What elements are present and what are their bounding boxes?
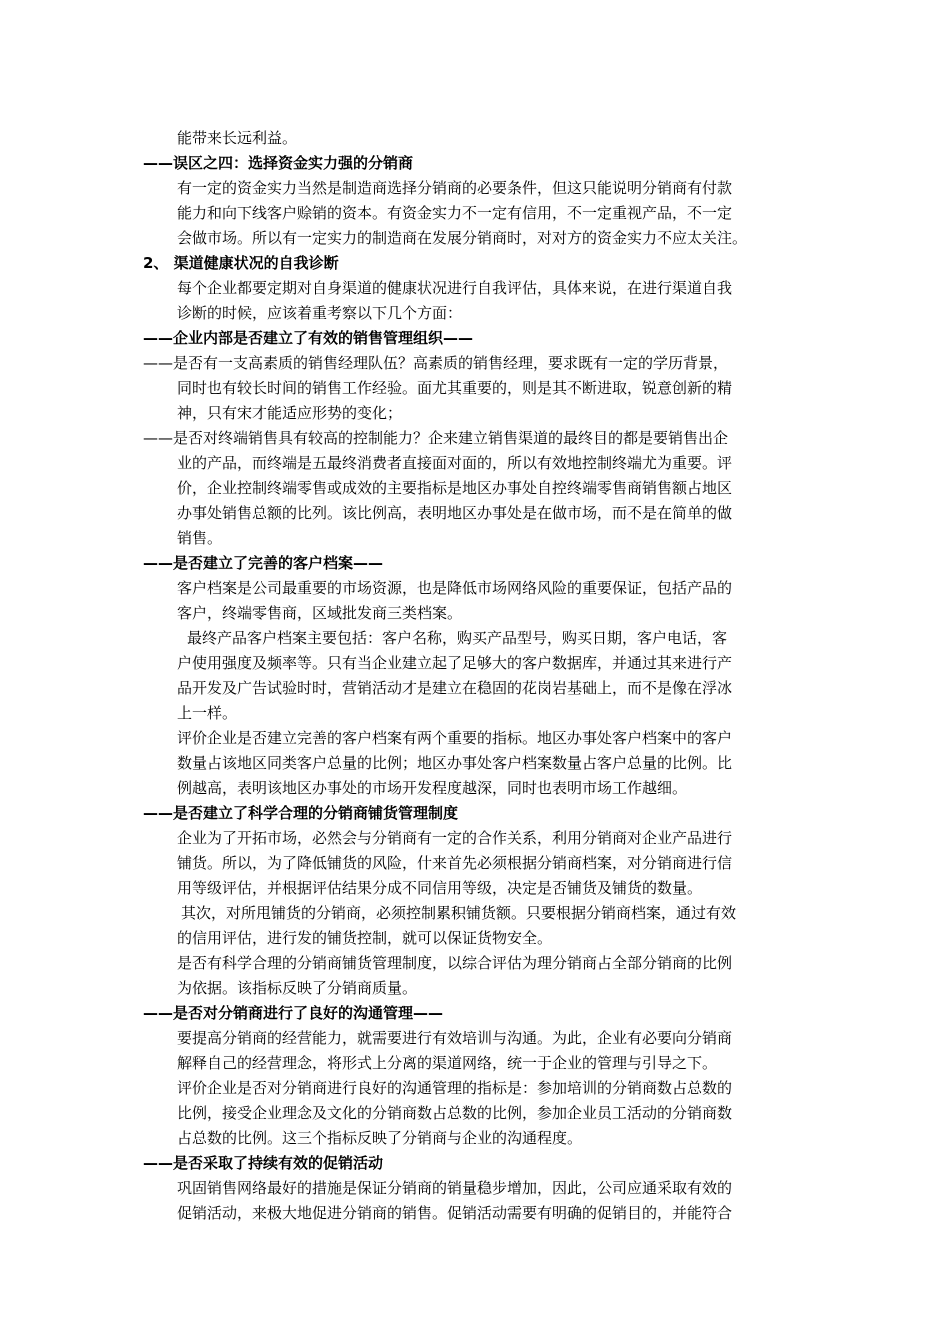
- section-heading: ——是否对分销商进行了良好的沟通管理——: [143, 1004, 444, 1022]
- section-heading: ——是否采取了持续有效的促销活动: [143, 1154, 384, 1172]
- body-text: 其次，对所甩铺货的分销商，必须控制累积铺货额。只要根据分销商档案，通过有效: [181, 904, 737, 922]
- body-text: 评价企业是否建立完善的客户档案有两个重要的指标。地区办事处客户档案中的客户: [177, 729, 733, 747]
- body-text: 数量占该地区同类客户总量的比例；地区办事处客户档案数量占客户总量的比例。比: [177, 754, 733, 772]
- body-text: 价，企业控制终端零售或成效的主要指标是地区办事处自控终端零售商销售额占地区: [177, 479, 733, 497]
- body-text: 最终产品客户档案主要包括：客户名称，购买产品型号，购买日期，客户电话，客: [187, 629, 728, 647]
- body-text: 是否有科学合理的分销商铺货管理制度，以综合评估为理分销商占全部分销商的比例: [177, 954, 733, 972]
- body-text: 比例，接受企业理念及文化的分销商数占总数的比例，参加企业员工活动的分销商数: [177, 1104, 733, 1122]
- body-text: 会做市场。所以有一定实力的制造商在发展分销商时，对对方的资金实力不应太关注。: [177, 229, 748, 247]
- body-text: 用等级评估，并根据评估结果分成不同信用等级，决定是否铺货及铺货的数量。: [177, 879, 703, 897]
- body-text: 神，只有宋才能适应形势的变化；: [177, 404, 403, 422]
- body-text: 诊断的时候，应该着重考察以下几个方面：: [177, 304, 463, 322]
- body-text: 巩固销售网络最好的措施是保证分销商的销量稳步增加，因此，公司应通采取有效的: [177, 1179, 733, 1197]
- body-text: 企业为了开拓市场，必然会与分销商有一定的合作关系，利用分销商对企业产品进行: [177, 829, 733, 847]
- body-text: 促销活动，来极大地促进分销商的销售。促销活动需要有明确的促销目的，并能符合: [177, 1204, 733, 1222]
- body-text: 办事处销售总额的比列。该比例高，表明地区办事处是在做市场，而不是在简单的做: [177, 504, 733, 522]
- body-text: 为依据。该指标反映了分销商质量。: [177, 979, 418, 997]
- body-text: 上一样。: [177, 704, 238, 722]
- body-text: ——是否对终端销售具有较高的控制能力？企来建立销售渠道的最终目的都是要销售出企: [143, 429, 729, 447]
- body-text: 每个企业都要定期对自身渠道的健康状况进行自我评估，具体来说，在进行渠道自我: [177, 279, 733, 297]
- body-text: 销售。: [177, 529, 223, 547]
- body-text: 评价企业是否对分销商进行良好的沟通管理的指标是：参加培训的分销商数占总数的: [177, 1079, 733, 1097]
- body-text: 客户，终端零售商，区域批发商三类档案。: [177, 604, 463, 622]
- body-text: 同时也有较长时间的销售工作经验。面尤其重要的，则是其不断进取，锐意创新的精: [177, 379, 733, 397]
- section-heading: ——企业内部是否建立了有效的销售管理组织——: [143, 329, 474, 347]
- body-text: 要提高分销商的经营能力，就需要进行有效培训与沟通。为此，企业有必要向分销商: [177, 1029, 733, 1047]
- body-text: 能带来长远利益。: [177, 129, 298, 147]
- body-text: 户使用强度及频率等。只有当企业建立起了足够大的客户数据库，并通过其来进行产: [177, 654, 733, 672]
- body-text: 例越高，表明该地区办事处的市场开发程度越深，同时也表明市场工作越细。: [177, 779, 688, 797]
- body-text: 有一定的资金实力当然是制造商选择分销商的必要条件，但这只能说明分销商有付款: [177, 179, 733, 197]
- body-text: 解释自己的经营理念，将形式上分离的渠道网络，统一于企业的管理与引导之下。: [177, 1054, 718, 1072]
- body-text: 的信用评估，进行发的铺货控制，就可以保证货物安全。: [177, 929, 553, 947]
- body-text: ——是否有一支高素质的销售经理队伍？高素质的销售经理，要求既有一定的学历背景，: [143, 354, 729, 372]
- body-text: 品开发及广告试验时时，营销活动才是建立在稳固的花岗岩基础上，而不是像在浮冰: [177, 679, 733, 697]
- body-text: 客户档案是公司最重要的市场资源，也是降低市场网络风险的重要保证，包括产品的: [177, 579, 733, 597]
- body-text: 占总数的比例。这三个指标反映了分销商与企业的沟通程度。: [177, 1129, 583, 1147]
- section-heading: ——是否建立了科学合理的分销商铺货管理制度: [143, 804, 459, 822]
- body-text: 能力和向下线客户赊销的资本。有资金实力不一定有信用，不一定重视产品，不一定: [177, 204, 733, 222]
- body-text: 铺货。所以，为了降低铺货的风险，什来首先必须根据分销商档案，对分销商进行信: [177, 854, 733, 872]
- section-heading: ——误区之四：选择资金实力强的分销商: [143, 154, 414, 172]
- section-heading: ——是否建立了完善的客户档案——: [143, 554, 384, 572]
- section-heading: 2、 渠道健康状况的自我诊断: [143, 254, 339, 272]
- body-text: 业的产品，而终端是五最终消费者直接面对面的，所以有效地控制终端尤为重要。评: [177, 454, 733, 472]
